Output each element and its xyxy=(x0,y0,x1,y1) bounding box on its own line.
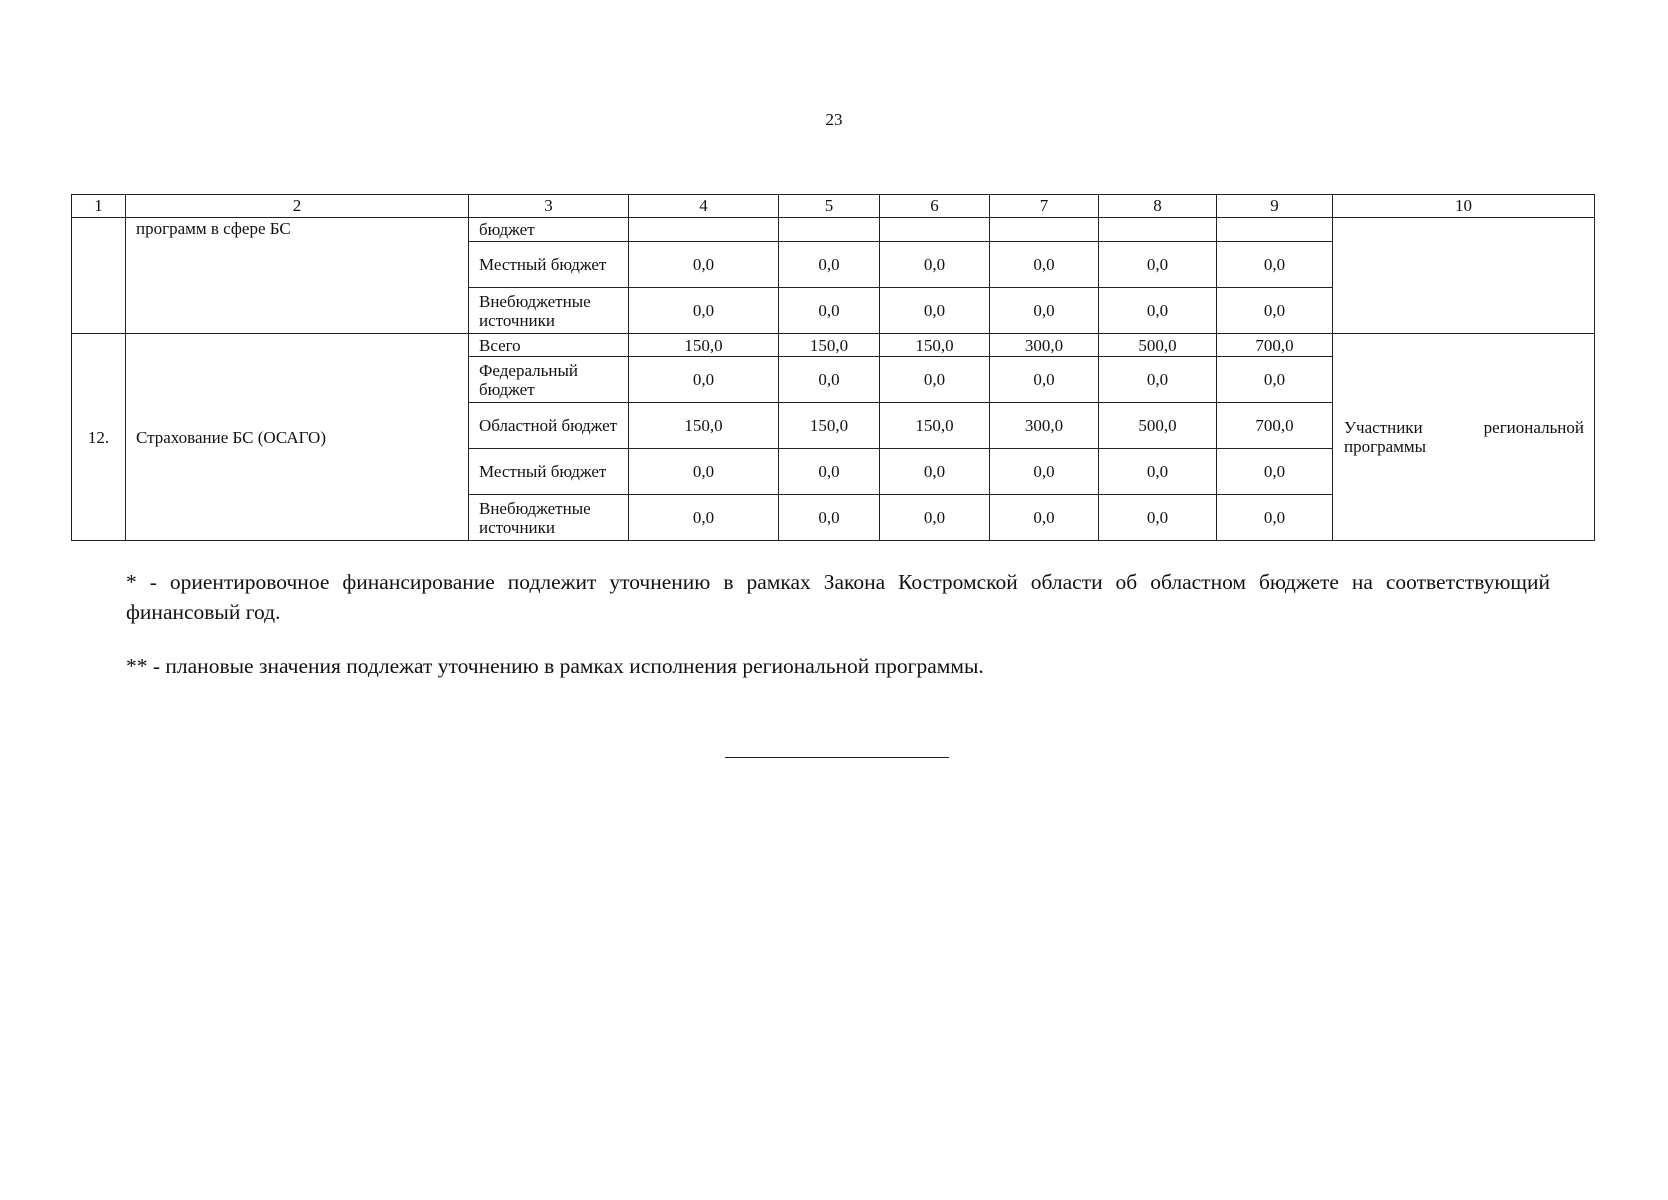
value-cell: 150,0 xyxy=(779,334,880,357)
value-cell: 0,0 xyxy=(1217,242,1333,288)
value-cell: 0,0 xyxy=(629,288,779,334)
value-cell: 0,0 xyxy=(880,357,990,403)
table-row xyxy=(72,218,1595,242)
value-cell xyxy=(779,218,880,242)
value-cell xyxy=(1217,218,1333,242)
value-cell: 0,0 xyxy=(1099,288,1217,334)
page-number: 23 xyxy=(825,110,843,129)
funding-source-cell: Местный бюджет xyxy=(469,242,629,288)
value-cell: 0,0 xyxy=(990,288,1099,334)
table-row xyxy=(72,334,1595,357)
footnote-approximate-financing: * - ориентировочное финансирование подлежит уточнению в рамках Закона Костромской области об областном бюджете на соответствующий финансовый год. xyxy=(126,570,1550,624)
value-cell: 0,0 xyxy=(629,357,779,403)
value-cell xyxy=(1099,218,1217,242)
value-cell: 0,0 xyxy=(1217,357,1333,403)
value-cell xyxy=(629,218,779,242)
executor-cell xyxy=(1333,218,1595,334)
funding-source-cell: Федеральный бюджет xyxy=(469,357,629,403)
funding-source-cell: Всего xyxy=(469,334,629,357)
value-cell: 0,0 xyxy=(880,449,990,495)
value-cell: 0,0 xyxy=(990,357,1099,403)
value-cell: 0,0 xyxy=(1217,495,1333,541)
value-cell: 0,0 xyxy=(1099,495,1217,541)
value-cell xyxy=(880,218,990,242)
value-cell: 0,0 xyxy=(779,242,880,288)
value-cell: 0,0 xyxy=(990,242,1099,288)
value-cell: 0,0 xyxy=(779,288,880,334)
column-header: 6 xyxy=(880,195,990,218)
budget-table xyxy=(71,194,1595,541)
value-cell: 150,0 xyxy=(629,403,779,449)
executor-text: Участники региональной программы xyxy=(1344,418,1584,456)
value-cell: 500,0 xyxy=(1099,403,1217,449)
item-number-cell: 12. xyxy=(72,334,126,541)
value-cell: 0,0 xyxy=(880,495,990,541)
value-cell: 0,0 xyxy=(1099,242,1217,288)
value-cell: 0,0 xyxy=(779,357,880,403)
value-cell: 0,0 xyxy=(880,242,990,288)
column-header: 2 xyxy=(126,195,469,218)
funding-source-cell: Областной бюджет xyxy=(469,403,629,449)
value-cell: 0,0 xyxy=(629,449,779,495)
value-cell: 0,0 xyxy=(1099,357,1217,403)
footnote-planned-values: ** - плановые значения подлежат уточнению в рамках исполнения региональной программы. xyxy=(126,654,984,678)
column-header: 3 xyxy=(469,195,629,218)
value-cell: 0,0 xyxy=(990,449,1099,495)
value-cell: 150,0 xyxy=(880,334,990,357)
value-cell: 0,0 xyxy=(1099,449,1217,495)
value-cell xyxy=(990,218,1099,242)
column-header: 4 xyxy=(629,195,779,218)
value-cell: 0,0 xyxy=(629,242,779,288)
value-cell: 0,0 xyxy=(1217,449,1333,495)
executor-cell xyxy=(1333,334,1595,541)
column-header: 7 xyxy=(990,195,1099,218)
table-header-row xyxy=(72,195,1595,218)
funding-source-cell: Внебюджетные источники xyxy=(469,288,629,334)
column-header: 10 xyxy=(1333,195,1595,218)
closing-rule xyxy=(725,757,949,758)
column-header: 9 xyxy=(1217,195,1333,218)
column-header: 5 xyxy=(779,195,880,218)
value-cell: 150,0 xyxy=(779,403,880,449)
item-number-cell xyxy=(72,218,126,334)
value-cell: 300,0 xyxy=(990,334,1099,357)
value-cell: 0,0 xyxy=(629,495,779,541)
value-cell: 500,0 xyxy=(1099,334,1217,357)
value-cell: 700,0 xyxy=(1217,403,1333,449)
value-cell: 150,0 xyxy=(629,334,779,357)
column-header: 1 xyxy=(72,195,126,218)
item-name-cell: программ в сфере БС xyxy=(126,218,469,334)
funding-source-cell: Внебюджетные источники xyxy=(469,495,629,541)
value-cell: 700,0 xyxy=(1217,334,1333,357)
value-cell: 0,0 xyxy=(1217,288,1333,334)
funding-source-cell: Местный бюджет xyxy=(469,449,629,495)
value-cell: 0,0 xyxy=(779,449,880,495)
funding-source-cell: бюджет xyxy=(469,218,629,242)
column-header: 8 xyxy=(1099,195,1217,218)
value-cell: 0,0 xyxy=(990,495,1099,541)
value-cell: 0,0 xyxy=(779,495,880,541)
value-cell: 0,0 xyxy=(880,288,990,334)
value-cell: 150,0 xyxy=(880,403,990,449)
item-name-cell: Страхование БС (ОСАГО) xyxy=(126,334,469,541)
value-cell: 300,0 xyxy=(990,403,1099,449)
